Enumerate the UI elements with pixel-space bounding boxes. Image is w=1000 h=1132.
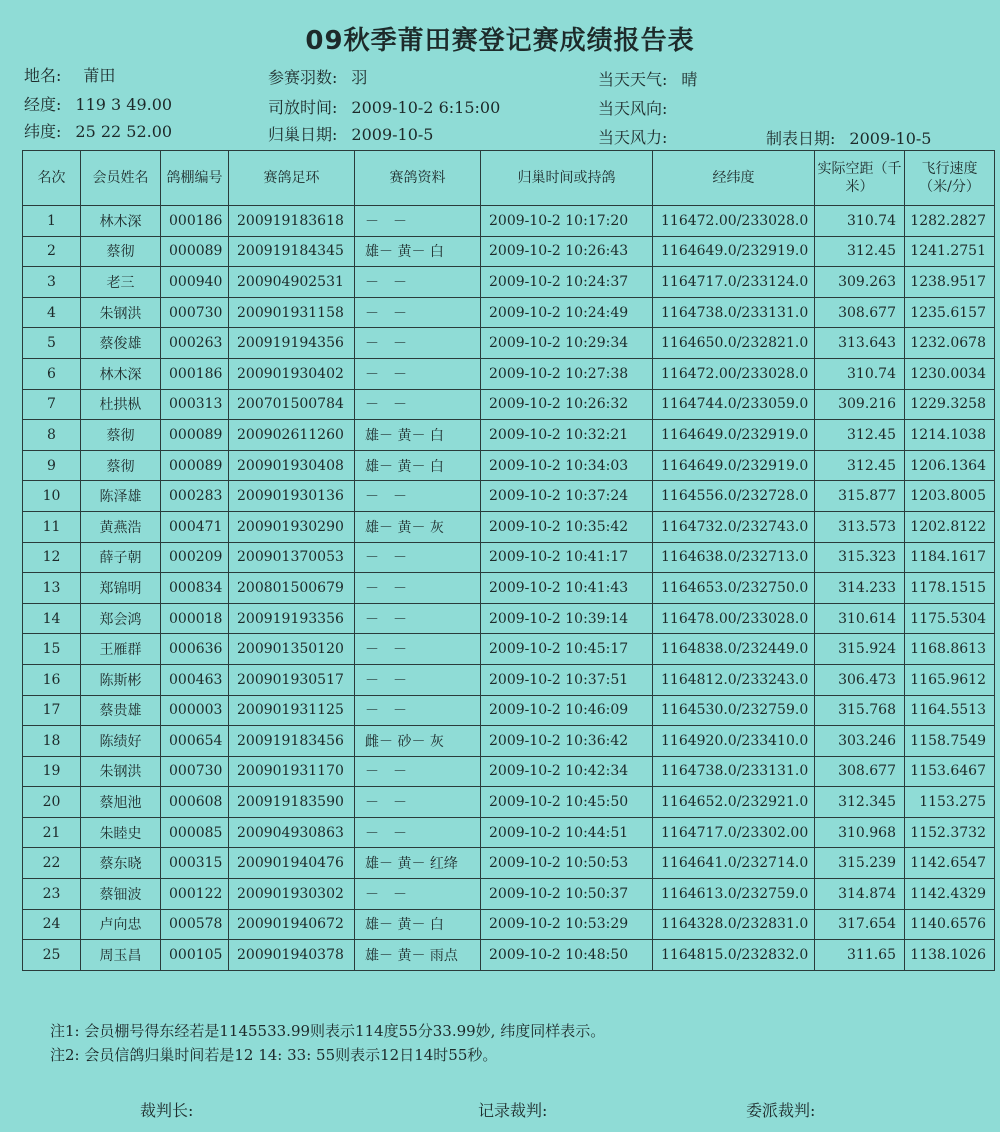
dist-cell: 315.239: [815, 848, 905, 879]
rank-cell: 13: [23, 573, 81, 604]
info-cell: － －: [355, 481, 481, 512]
info-cell: － －: [355, 634, 481, 665]
speed-cell: 1282.2827: [905, 206, 995, 237]
wind-direction-info: [598, 96, 667, 119]
loft-cell: 000608: [161, 787, 229, 818]
ring-cell: 200919194356: [229, 328, 355, 359]
table-row: [23, 695, 995, 726]
return-value: 2009-10-5: [351, 125, 434, 144]
ring-cell: 200902611260: [229, 420, 355, 451]
return-info: [268, 122, 433, 145]
dist-cell: 317.654: [815, 909, 905, 940]
member-cell: 蔡彻: [81, 450, 161, 481]
col-time: 归巢时间或持鸽: [481, 151, 653, 206]
member-cell: 陈泽雄: [81, 481, 161, 512]
table-row: [23, 848, 995, 879]
info-cell: － －: [355, 542, 481, 573]
loft-cell: 000209: [161, 542, 229, 573]
loft-cell: 000313: [161, 389, 229, 420]
coord-cell: 1164815.0/232832.0: [653, 940, 815, 971]
rank-cell: 15: [23, 634, 81, 665]
ring-cell: 200901350120: [229, 634, 355, 665]
dist-cell: 303.246: [815, 726, 905, 757]
weather-value: 晴: [681, 70, 698, 89]
loft-cell: 000089: [161, 420, 229, 451]
info-cell: 雄－ 黄－ 白: [355, 236, 481, 267]
time-cell: 2009-10-2 10:48:50: [481, 940, 653, 971]
release-value: 2009-10-2 6:15:00: [351, 98, 501, 117]
table-row: [23, 267, 995, 298]
feathers-info: [268, 65, 367, 88]
weather-info: [598, 67, 697, 90]
col-ring: 赛鸽足环: [229, 151, 355, 206]
coord-cell: 1164650.0/232821.0: [653, 328, 815, 359]
info-cell: － －: [355, 879, 481, 910]
made-date-label: 制表日期:: [766, 129, 836, 148]
rank-cell: 3: [23, 267, 81, 298]
dist-cell: 310.74: [815, 358, 905, 389]
ring-cell: 200919183618: [229, 206, 355, 237]
col-coord: 经纬度: [653, 151, 815, 206]
member-cell: 蔡彻: [81, 236, 161, 267]
weather-label: 当天天气:: [598, 70, 668, 89]
note-1: 注1: 会员棚号得东经若是1145533.99则表示114度55分33.99妙, 纬度同样表示。: [50, 1022, 606, 1040]
speed-cell: 1202.8122: [905, 511, 995, 542]
speed-cell: 1140.6576: [905, 909, 995, 940]
ring-cell: 200901930402: [229, 358, 355, 389]
info-cell: － －: [355, 664, 481, 695]
col-rank: 名次: [23, 151, 81, 206]
info-cell: － －: [355, 603, 481, 634]
member-cell: 朱钢洪: [81, 297, 161, 328]
table-row: [23, 603, 995, 634]
time-cell: 2009-10-2 10:29:34: [481, 328, 653, 359]
loft-cell: 000283: [161, 481, 229, 512]
time-cell: 2009-10-2 10:50:37: [481, 879, 653, 910]
longitude-value: 119 3 49.00: [75, 95, 173, 114]
wind-direction-label: 当天风向:: [598, 99, 668, 118]
ring-cell: 200901940378: [229, 940, 355, 971]
ring-cell: 200901931170: [229, 756, 355, 787]
coord-cell: 1164920.0/233410.0: [653, 726, 815, 757]
speed-cell: 1241.2751: [905, 236, 995, 267]
speed-cell: 1142.6547: [905, 848, 995, 879]
rank-cell: 17: [23, 695, 81, 726]
location-label: 地名:: [24, 66, 62, 85]
loft-cell: 000940: [161, 267, 229, 298]
loft-cell: 000654: [161, 726, 229, 757]
time-cell: 2009-10-2 10:26:32: [481, 389, 653, 420]
speed-cell: 1165.9612: [905, 664, 995, 695]
speed-cell: 1168.8613: [905, 634, 995, 665]
table-row: [23, 664, 995, 695]
coord-cell: 116472.00/233028.0: [653, 206, 815, 237]
time-cell: 2009-10-2 10:39:14: [481, 603, 653, 634]
loft-cell: 000463: [161, 664, 229, 695]
loft-cell: 000730: [161, 297, 229, 328]
rank-cell: 14: [23, 603, 81, 634]
coord-cell: 1164638.0/232713.0: [653, 542, 815, 573]
time-cell: 2009-10-2 10:46:09: [481, 695, 653, 726]
member-cell: 陈斯彬: [81, 664, 161, 695]
time-cell: 2009-10-2 10:42:34: [481, 756, 653, 787]
rank-cell: 25: [23, 940, 81, 971]
speed-cell: 1158.7549: [905, 726, 995, 757]
info-cell: － －: [355, 328, 481, 359]
ring-cell: 200801500679: [229, 573, 355, 604]
release-info: [268, 95, 500, 118]
ring-cell: 200919183590: [229, 787, 355, 818]
longitude-label: 经度:: [24, 95, 62, 114]
loft-cell: 000578: [161, 909, 229, 940]
dist-cell: 308.677: [815, 297, 905, 328]
rank-cell: 18: [23, 726, 81, 757]
coord-cell: 1164328.0/232831.0: [653, 909, 815, 940]
table-row: [23, 358, 995, 389]
dist-cell: 306.473: [815, 664, 905, 695]
rank-cell: 19: [23, 756, 81, 787]
loft-cell: 000003: [161, 695, 229, 726]
ring-cell: 200901930136: [229, 481, 355, 512]
time-cell: 2009-10-2 10:50:53: [481, 848, 653, 879]
time-cell: 2009-10-2 10:41:17: [481, 542, 653, 573]
member-cell: 陈绩好: [81, 726, 161, 757]
latitude-label: 纬度:: [24, 122, 62, 141]
time-cell: 2009-10-2 10:41:43: [481, 573, 653, 604]
chief-judge-label: 裁判长:: [140, 1101, 194, 1120]
time-cell: 2009-10-2 10:53:29: [481, 909, 653, 940]
member-cell: 林木深: [81, 206, 161, 237]
time-cell: 2009-10-2 10:37:51: [481, 664, 653, 695]
time-cell: 2009-10-2 10:44:51: [481, 817, 653, 848]
info-cell: － －: [355, 573, 481, 604]
rank-cell: 8: [23, 420, 81, 451]
col-member: 会员姓名: [81, 151, 161, 206]
loft-cell: 000834: [161, 573, 229, 604]
rank-cell: 20: [23, 787, 81, 818]
loft-cell: 000085: [161, 817, 229, 848]
loft-cell: 000186: [161, 358, 229, 389]
coord-cell: 1164738.0/233131.0: [653, 297, 815, 328]
location-value: 莆田: [83, 66, 116, 85]
wind-force-label: 当天风力:: [598, 128, 668, 147]
feathers-value: 羽: [351, 68, 368, 87]
member-cell: 蔡贵雄: [81, 695, 161, 726]
member-cell: 蔡俊雄: [81, 328, 161, 359]
dist-cell: 313.643: [815, 328, 905, 359]
info-cell: － －: [355, 787, 481, 818]
dist-cell: 308.677: [815, 756, 905, 787]
return-label: 归巢日期:: [268, 125, 338, 144]
col-dist: 实际空距（千米）: [815, 151, 905, 206]
coord-cell: 1164812.0/233243.0: [653, 664, 815, 695]
time-cell: 2009-10-2 10:45:17: [481, 634, 653, 665]
speed-cell: 1184.1617: [905, 542, 995, 573]
rank-cell: 23: [23, 879, 81, 910]
info-cell: 雄－ 黄－ 红绛: [355, 848, 481, 879]
col-speed: 飞行速度（米/分）: [905, 151, 995, 206]
member-cell: 老三: [81, 267, 161, 298]
rank-cell: 1: [23, 206, 81, 237]
rank-cell: 11: [23, 511, 81, 542]
coord-cell: 1164732.0/232743.0: [653, 511, 815, 542]
table-row: [23, 726, 995, 757]
ring-cell: 200901940672: [229, 909, 355, 940]
table-row: [23, 634, 995, 665]
member-cell: 林木深: [81, 358, 161, 389]
note-2: 注2: 会员信鸽归巢时间若是12 14: 33: 55则表示12日14时55秒。: [50, 1046, 498, 1064]
dist-cell: 315.877: [815, 481, 905, 512]
speed-cell: 1153.275: [905, 787, 995, 818]
speed-cell: 1235.6157: [905, 297, 995, 328]
ring-cell: 200901930408: [229, 450, 355, 481]
table-row: [23, 481, 995, 512]
latitude-value: 25 22 52.00: [75, 122, 173, 141]
time-cell: 2009-10-2 10:34:03: [481, 450, 653, 481]
coord-cell: 1164744.0/233059.0: [653, 389, 815, 420]
speed-cell: 1142.4329: [905, 879, 995, 910]
col-loft: 鸽棚编号: [161, 151, 229, 206]
time-cell: 2009-10-2 10:24:49: [481, 297, 653, 328]
loft-cell: 000105: [161, 940, 229, 971]
member-cell: 黄燕浩: [81, 511, 161, 542]
results-table: [22, 150, 995, 971]
loft-cell: 000018: [161, 603, 229, 634]
dist-cell: 312.45: [815, 450, 905, 481]
member-cell: 蔡彻: [81, 420, 161, 451]
dist-cell: 312.345: [815, 787, 905, 818]
dist-cell: 312.45: [815, 236, 905, 267]
feathers-label: 参赛羽数:: [268, 68, 338, 87]
loft-cell: 000122: [161, 879, 229, 910]
time-cell: 2009-10-2 10:45:50: [481, 787, 653, 818]
time-cell: 2009-10-2 10:32:21: [481, 420, 653, 451]
info-cell: 雄－ 黄－ 白: [355, 450, 481, 481]
made-date-info: [766, 126, 931, 149]
table-row: [23, 389, 995, 420]
dist-cell: 309.263: [815, 267, 905, 298]
latitude-info: [24, 119, 172, 142]
speed-cell: 1238.9517: [905, 267, 995, 298]
ring-cell: 200904902531: [229, 267, 355, 298]
coord-cell: 1164649.0/232919.0: [653, 236, 815, 267]
speed-cell: 1230.0034: [905, 358, 995, 389]
coord-cell: 1164556.0/232728.0: [653, 481, 815, 512]
loft-cell: 000263: [161, 328, 229, 359]
table-row: [23, 236, 995, 267]
ring-cell: 200901930290: [229, 511, 355, 542]
speed-cell: 1152.3732: [905, 817, 995, 848]
loft-cell: 000636: [161, 634, 229, 665]
loft-cell: 000089: [161, 450, 229, 481]
coord-cell: 116472.00/233028.0: [653, 358, 815, 389]
loft-cell: 000186: [161, 206, 229, 237]
member-cell: 周玉昌: [81, 940, 161, 971]
info-cell: － －: [355, 267, 481, 298]
info-cell: 雄－ 黄－ 白: [355, 420, 481, 451]
ring-cell: 200901930517: [229, 664, 355, 695]
loft-cell: 000471: [161, 511, 229, 542]
table-row: [23, 787, 995, 818]
release-label: 司放时间:: [268, 98, 338, 117]
longitude-info: [24, 92, 172, 115]
location-info: [24, 63, 115, 86]
speed-cell: 1153.6467: [905, 756, 995, 787]
ring-cell: 200901930302: [229, 879, 355, 910]
rank-cell: 16: [23, 664, 81, 695]
rank-cell: 4: [23, 297, 81, 328]
coord-cell: 1164652.0/232921.0: [653, 787, 815, 818]
rank-cell: 12: [23, 542, 81, 573]
time-cell: 2009-10-2 10:26:43: [481, 236, 653, 267]
rank-cell: 6: [23, 358, 81, 389]
ring-cell: 200901931158: [229, 297, 355, 328]
appointed-judge-label: 委派裁判:: [746, 1101, 816, 1120]
coord-cell: 1164653.0/232750.0: [653, 573, 815, 604]
dist-cell: 314.233: [815, 573, 905, 604]
wind-force-info: [598, 125, 667, 148]
info-cell: 雌－ 砂－ 灰: [355, 726, 481, 757]
info-cell: － －: [355, 817, 481, 848]
table-row: [23, 573, 995, 604]
loft-cell: 000315: [161, 848, 229, 879]
table-row: [23, 206, 995, 237]
coord-cell: 1164738.0/233131.0: [653, 756, 815, 787]
col-info: 赛鸽资料: [355, 151, 481, 206]
table-row: [23, 297, 995, 328]
time-cell: 2009-10-2 10:36:42: [481, 726, 653, 757]
member-cell: 卢向忠: [81, 909, 161, 940]
table-row: [23, 756, 995, 787]
table-row: [23, 420, 995, 451]
dist-cell: 314.874: [815, 879, 905, 910]
dist-cell: 310.614: [815, 603, 905, 634]
loft-cell: 000730: [161, 756, 229, 787]
made-date-value: 2009-10-5: [849, 129, 932, 148]
rank-cell: 22: [23, 848, 81, 879]
ring-cell: 200919184345: [229, 236, 355, 267]
info-cell: － －: [355, 756, 481, 787]
time-cell: 2009-10-2 10:17:20: [481, 206, 653, 237]
time-cell: 2009-10-2 10:24:37: [481, 267, 653, 298]
table-row: [23, 940, 995, 971]
ring-cell: 200919193356: [229, 603, 355, 634]
member-cell: 蔡旭池: [81, 787, 161, 818]
dist-cell: 315.768: [815, 695, 905, 726]
dist-cell: 309.216: [815, 389, 905, 420]
table-row: [23, 328, 995, 359]
table-row: [23, 879, 995, 910]
rank-cell: 2: [23, 236, 81, 267]
coord-cell: 1164641.0/232714.0: [653, 848, 815, 879]
coord-cell: 1164717.0/23302.00: [653, 817, 815, 848]
table-row: [23, 909, 995, 940]
time-cell: 2009-10-2 10:37:24: [481, 481, 653, 512]
member-cell: 王雁群: [81, 634, 161, 665]
table-header-row: [23, 151, 995, 206]
speed-cell: 1178.1515: [905, 573, 995, 604]
speed-cell: 1138.1026: [905, 940, 995, 971]
dist-cell: 310.968: [815, 817, 905, 848]
dist-cell: 311.65: [815, 940, 905, 971]
info-cell: 雄－ 黄－ 雨点: [355, 940, 481, 971]
member-cell: 朱睦史: [81, 817, 161, 848]
member-cell: 郑会鸿: [81, 603, 161, 634]
coord-cell: 1164530.0/232759.0: [653, 695, 815, 726]
recorder-judge-label: 记录裁判:: [478, 1101, 548, 1120]
ring-cell: 200701500784: [229, 389, 355, 420]
member-cell: 杜拱枞: [81, 389, 161, 420]
member-cell: 蔡东晓: [81, 848, 161, 879]
rank-cell: 5: [23, 328, 81, 359]
speed-cell: 1214.1038: [905, 420, 995, 451]
coord-cell: 1164649.0/232919.0: [653, 420, 815, 451]
rank-cell: 10: [23, 481, 81, 512]
speed-cell: 1175.5304: [905, 603, 995, 634]
info-cell: 雄－ 黄－ 白: [355, 909, 481, 940]
info-cell: － －: [355, 206, 481, 237]
info-cell: － －: [355, 297, 481, 328]
info-cell: 雄－ 黄－ 灰: [355, 511, 481, 542]
coord-cell: 1164717.0/233124.0: [653, 267, 815, 298]
rank-cell: 7: [23, 389, 81, 420]
dist-cell: 312.45: [815, 420, 905, 451]
table-row: [23, 542, 995, 573]
dist-cell: 315.323: [815, 542, 905, 573]
rank-cell: 21: [23, 817, 81, 848]
table-row: [23, 817, 995, 848]
dist-cell: 313.573: [815, 511, 905, 542]
ring-cell: 200901940476: [229, 848, 355, 879]
ring-cell: 200919183456: [229, 726, 355, 757]
rank-cell: 9: [23, 450, 81, 481]
time-cell: 2009-10-2 10:27:38: [481, 358, 653, 389]
info-cell: － －: [355, 389, 481, 420]
ring-cell: 200904930863: [229, 817, 355, 848]
page-title: 09秋季莆田赛登记赛成绩报告表: [305, 26, 695, 56]
member-cell: 蔡钿波: [81, 879, 161, 910]
member-cell: 郑锦明: [81, 573, 161, 604]
table-row: [23, 450, 995, 481]
table-row: [23, 511, 995, 542]
ring-cell: 200901370053: [229, 542, 355, 573]
speed-cell: 1164.5513: [905, 695, 995, 726]
member-cell: 朱钢洪: [81, 756, 161, 787]
member-cell: 薛子朝: [81, 542, 161, 573]
speed-cell: 1206.1364: [905, 450, 995, 481]
info-cell: － －: [355, 695, 481, 726]
loft-cell: 000089: [161, 236, 229, 267]
coord-cell: 116478.00/233028.0: [653, 603, 815, 634]
time-cell: 2009-10-2 10:35:42: [481, 511, 653, 542]
coord-cell: 1164838.0/232449.0: [653, 634, 815, 665]
coord-cell: 1164613.0/232759.0: [653, 879, 815, 910]
info-cell: － －: [355, 358, 481, 389]
coord-cell: 1164649.0/232919.0: [653, 450, 815, 481]
dist-cell: 310.74: [815, 206, 905, 237]
speed-cell: 1203.8005: [905, 481, 995, 512]
dist-cell: 315.924: [815, 634, 905, 665]
speed-cell: 1232.0678: [905, 328, 995, 359]
rank-cell: 24: [23, 909, 81, 940]
speed-cell: 1229.3258: [905, 389, 995, 420]
ring-cell: 200901931125: [229, 695, 355, 726]
